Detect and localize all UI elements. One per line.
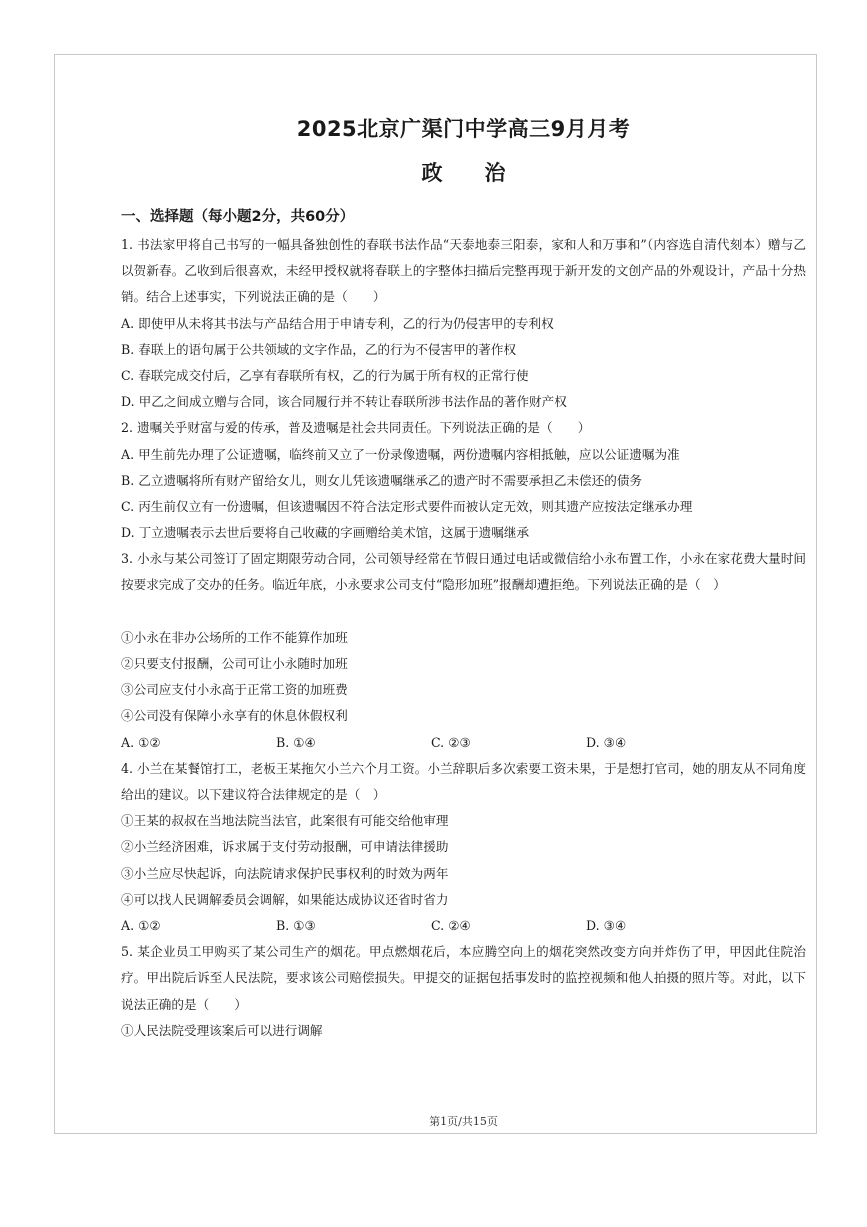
question-5-stem: 5. 某企业员工甲购买了某公司生产的烟花。甲点燃烟花后，本应腾空向上的烟花突然改变方向并炸伤了甲，甲因此住院治疗。甲出院后诉至人民法院，要求该公司赔偿损失。甲提交的证据包括事发时的监控视频和他人拍摄的照片等。对此，以下说法正确的是（ ） <box>121 944 806 1012</box>
question-3-choice-d: D. ③④ <box>586 734 627 750</box>
question-4-item-1: ①王某的叔叔在当地法院当法官，此案很有可能交给他审理 <box>121 813 449 829</box>
question-1-option-c: C. 春联完成交付后，乙享有春联所有权，乙的行为属于所有权的正常行使 <box>121 367 529 383</box>
question-4-item-2: ②小兰经济困难，诉求属于支付劳动报酬，可申请法律援助 <box>121 839 449 855</box>
question-2-option-c: C. 丙生前仅立有一份遗嘱，但该遗嘱因不符合法定形式要件而被认定无效，则其遗产应按法定继承办理 <box>121 498 693 514</box>
question-1-option-b: B. 春联上的语句属于公共领域的文字作品，乙的行为不侵害甲的著作权 <box>121 341 517 357</box>
question-1-stem: 1. 书法家甲将自己书写的一幅具备独创性的春联书法作品“天泰地泰三阳泰，家和人和万事和”（内容选自清代刻本）赠与乙以贺新春。乙收到后很喜欢，未经甲授权就将春联上的字整体扫描后完整再现于新开发的文创产品的外观设计，产品十分热销。结合上述事实，下列说法正确的是（ ） <box>121 237 806 305</box>
question-5-item-1: ①人民法院受理该案后可以进行调解 <box>121 1022 323 1038</box>
question-4-item-3: ③小兰应尽快起诉，向法院请求保护民事权利的时效为两年 <box>121 865 449 881</box>
question-2-stem: 2. 遗嘱关乎财富与爱的传承，普及遗嘱是社会共同责任。下列说法正确的是（ ） <box>121 420 591 436</box>
subject-title: 政 治 <box>421 161 506 185</box>
question-1-option-a: A. 即使甲从未将其书法与产品结合用于申请专利，乙的行为仍侵害甲的专利权 <box>121 315 554 331</box>
question-4-choice-b: B. ①③ <box>276 917 316 933</box>
question-3-stem: 3. 小永与某公司签订了固定期限劳动合同，公司领导经常在节假日通过电话或微信给小永布置工作，小永在家花费大量时间按要求完成了交办的任务。临近年底，小永要求公司支付“隐形加班”报酬却遭拒绝。下列说法正确的是（ ） <box>121 551 806 593</box>
document-page <box>54 54 817 1134</box>
question-2-option-a: A. 甲生前先办理了公证遗嘱，临终前又立了一份录像遗嘱，两份遗嘱内容相抵触，应以公证遗嘱为准 <box>121 446 680 462</box>
question-3-item-1: ①小永在非办公场所的工作不能算作加班 <box>121 629 348 645</box>
question-4-choice-d: D. ③④ <box>586 917 627 933</box>
question-1-option-d: D. 甲乙之间成立赠与合同，该合同履行并不转让春联所涉书法作品的著作财产权 <box>121 394 567 410</box>
question-list <box>121 232 806 1044</box>
question-4-choices <box>121 913 806 939</box>
question-4-stem: 4. 小兰在某餐馆打工，老板王某拖欠小兰六个月工资。小兰辞职后多次索要工资未果，于是想打官司，她的朋友从不同角度给出的建议。以下建议符合法律规定的是（ ） <box>121 760 806 803</box>
section-heading: 一、选择题（每小题2分，共60分） <box>121 209 355 225</box>
question-4-item-4: ④可以找人民调解委员会调解，如果能达成协议还省时省力 <box>121 891 449 907</box>
question-4-choice-a: A. ①② <box>121 917 161 933</box>
question-3-choice-b: B. ①④ <box>276 734 316 750</box>
question-3-choice-c: C. ②③ <box>431 734 471 750</box>
question-2-option-b: B. 乙立遗嘱将所有财产留给女儿，则女儿凭该遗嘱继承乙的遗产时不需要承担乙未偿还的债务 <box>121 472 643 488</box>
page-number: 第1页/共15页 <box>429 1115 498 1128</box>
question-3-choices <box>121 730 806 756</box>
question-2-option-d: D. 丁立遗嘱表示去世后要将自己收藏的字画赠给美术馆，这属于遗嘱继承 <box>121 525 530 541</box>
question-3-item-4: ④公司没有保障小永享有的休息休假权利 <box>121 708 348 724</box>
question-3-item-3: ③公司应支付小永高于正常工资的加班费 <box>121 682 348 698</box>
exam-title: 2025北京广渠门中学高三9月月考 <box>296 117 631 141</box>
question-4-choice-c: C. ②④ <box>431 917 471 933</box>
question-3-choice-a: A. ①② <box>121 734 161 750</box>
question-3-item-2: ②只要支付报酬，公司可让小永随时加班 <box>121 656 348 672</box>
